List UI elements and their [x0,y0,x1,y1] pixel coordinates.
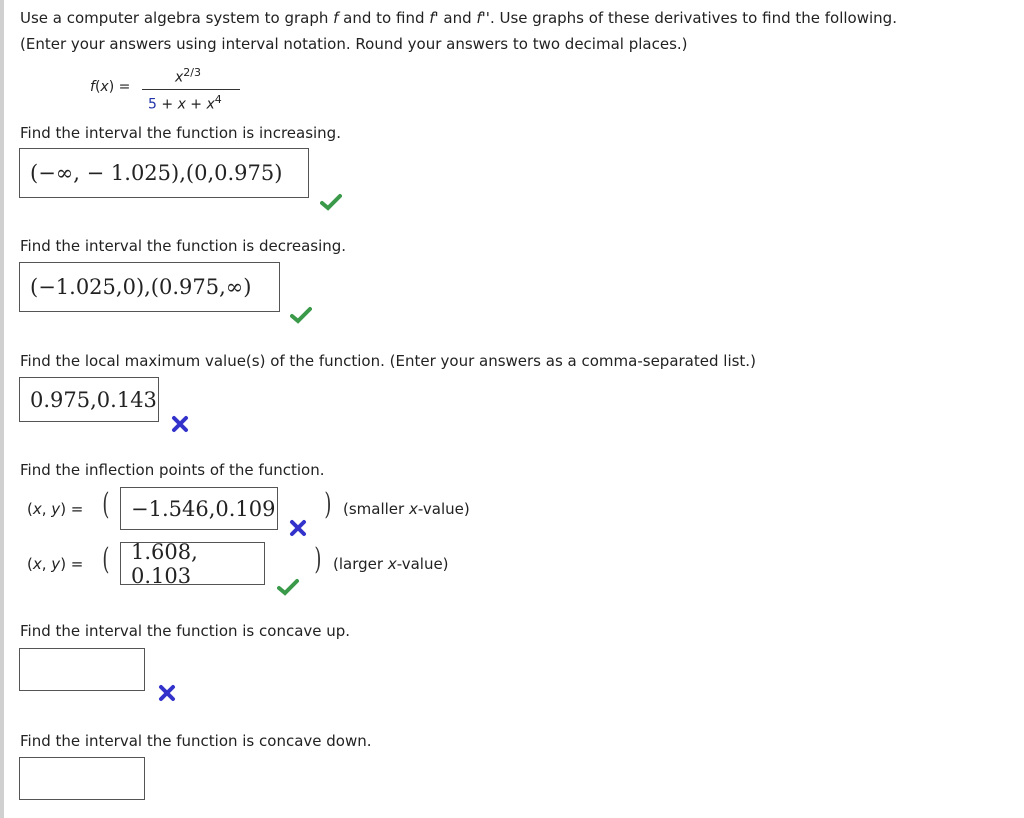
question-increasing-prompt: Find the interval the function is increasing. [20,124,341,142]
question-concave-up-prompt: Find the interval the function is concave up. [20,622,351,640]
decreasing-answer-input[interactable]: (−1.025,0),(0.975,∞) [19,262,280,312]
open-paren: ( [102,487,110,522]
incorrect-cross-icon [171,415,189,433]
fraction-bar [142,89,240,90]
close-paren: ) [314,542,322,577]
function-lhs: f(x) = [90,79,131,95]
instr-text: and [438,9,477,27]
increasing-answer-input[interactable]: (−∞, − 1.025),(0,0.975) [19,148,309,198]
question-local-max-prompt: Find the local maximum value(s) of the function. (Enter your answers as a comma-separated list.) [20,352,756,370]
instr-text: Use a computer algebra system to graph [20,9,334,27]
left-border [0,0,4,818]
close-paren: ) [324,487,332,522]
inflection-2-lhs: (x, y) = [27,555,84,573]
incorrect-cross-icon [289,519,307,537]
instructions-line-2: (Enter your answers using interval notation. Round your answers to two decimal places.) [20,35,688,53]
inflection-1-note: (smaller x-value) [343,500,470,518]
correct-check-icon [320,193,342,211]
concave-up-answer-input[interactable] [19,648,145,691]
instr-f: f [333,9,339,27]
instructions-line-1 [20,9,897,27]
open-paren: ( [102,542,110,577]
inflection-2-note: (larger x-value) [333,555,449,573]
inflection-1-answer-input[interactable]: −1.546,0.109 [120,487,278,530]
question-decreasing-prompt: Find the interval the function is decreasing. [20,237,347,255]
incorrect-cross-icon [158,684,176,702]
inflection-1-lhs: (x, y) = [27,500,84,518]
function-denominator: $5 + x + x^4$ [148,93,222,113]
concave-down-answer-input[interactable] [19,757,145,800]
question-concave-down-prompt: Find the interval the function is concave down. [20,732,372,750]
function-numerator: $x^{2/3}$ [175,66,201,86]
correct-check-icon [277,578,299,596]
inflection-2-answer-input[interactable]: 1.608, 0.103 [120,542,265,585]
question-inflection-prompt: Find the inflection points of the function. [20,461,325,479]
instr-fdoubleprime: f'' [476,9,490,27]
instr-text: . Use graphs of these derivatives to find the following. [489,9,897,27]
instr-text: and to find [338,9,430,27]
local-max-answer-input[interactable]: 0.975,0.143 [19,377,159,422]
correct-check-icon [290,306,312,324]
instr-fprime: f' [429,9,439,27]
